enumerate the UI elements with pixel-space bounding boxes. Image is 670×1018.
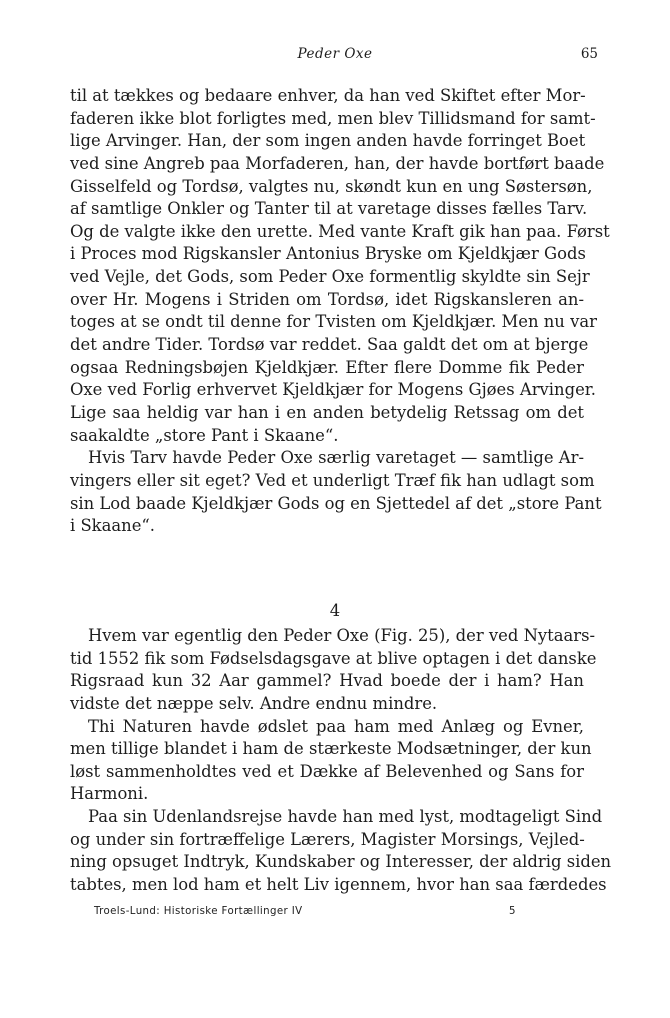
footer-signature: 5 [509,906,516,917]
paragraph [70,85,610,447]
text-block-2 [70,625,612,897]
text-line: saakaldte „store Pant i Skaane“. [70,425,339,445]
text-line: lige Arvinger. Han, der som ingen anden havde forringet Boet [70,131,586,151]
text-line: Gisselfeld og Tordsø, valgtes nu, skøndt kun en ung Søstersøn, [70,176,593,196]
page-number: 65 [580,46,598,62]
text-line: Rigsraad kun 32 Aar gammel? Hvad boede der i ham? Han [70,671,584,691]
text-line: til at tækkes og bedaare enhver, da han ved Skiftet efter Mor- [70,86,586,105]
section-number: 4 [329,601,341,620]
text-line: i Skaane“. [70,516,156,536]
text-line: ning opsuget Indtryk, Kundskaber og Interesser, der aldrig siden [70,852,612,872]
text-line: Thi Naturen havde ødslet paa ham med Anlæg og Evner, [88,716,584,736]
text-line: det andre Tider. Tordsø var reddet. Saa galdt det om at bjerge [70,335,589,355]
text-block-1 [70,85,610,538]
text-line: i Proces mod Rigskansler Antonius Bryske om Kjeldkjær Gods [70,244,586,264]
text-line: Lige saa heldig var han i en anden betydelig Retssag om det [70,402,584,422]
text-line: og under sin fortræffelige Lærers, Magister Morsings, Vejled- [70,829,585,849]
text-line: Harmoni. [70,784,149,804]
text-line: faderen ikke blot forligtes med, men blev Tillidsmand for samt- [70,108,596,128]
text-line: vidste det næppe selv. Andre endnu mindre. [70,693,438,713]
text-line: Hvis Tarv havde Peder Oxe særlig varetaget — samtlige Ar- [88,448,584,468]
footer-source: Troels-Lund: Historiske Fortællinger IV [94,906,303,917]
text-line: Hvem var egentlig den Peder Oxe (Fig. 25), der ved Nytaars- [88,626,596,645]
text-line: vingers eller sit eget? Ved et underligt Træf fik han udlagt som [70,470,595,490]
text-line: ved Vejle, det Gods, som Peder Oxe formentlig skyldte sin Sejr [70,267,590,287]
text-line: men tillige blandet i ham de stærkeste Modsætninger, der kun [70,739,592,759]
paragraph [70,716,592,807]
text-line: tid 1552 fik som Fødselsdagsgave at blive optagen i det danske [70,648,597,668]
paragraph [70,625,597,716]
paragraph [70,806,612,897]
text-line: ogsaa Redningsbøjen Kjeldkjær. Efter flere Domme fik Peder [70,357,584,377]
text-line: af samtlige Onkler og Tanter til at varetage disses fælles Tarv. [70,199,588,219]
text-line: løst sammenholdtes ved et Dække af Belevenhed og Sans for [70,761,584,781]
text-line: tabtes, men lod ham et helt Liv igennem, hvor han saa færdedes [70,875,607,895]
text-line: Oxe ved Forlig erhvervet Kjeldkjær for Mogens Gjøes Arvinger. [70,380,597,400]
text-line: over Hr. Mogens i Striden om Tordsø, idet Rigskansleren an- [70,289,584,309]
text-line: Paa sin Udenlandsrejse havde han med lyst, modtageligt Sind [88,807,603,827]
text-line: toges at se ondt til denne for Tvisten om Kjeldkjær. Men nu var [70,312,597,332]
text-line: Og de valgte ikke den urette. Med vante Kraft gik han paa. Først [70,221,610,241]
paragraph [70,447,602,538]
text-line: ved sine Angreb paa Morfaderen, han, der havde bortført baade [70,153,605,173]
running-title: Peder Oxe [297,46,373,62]
text-line: sin Lod baade Kjeldkjær Gods og en Sjettedel af det „store Pant [70,493,602,513]
